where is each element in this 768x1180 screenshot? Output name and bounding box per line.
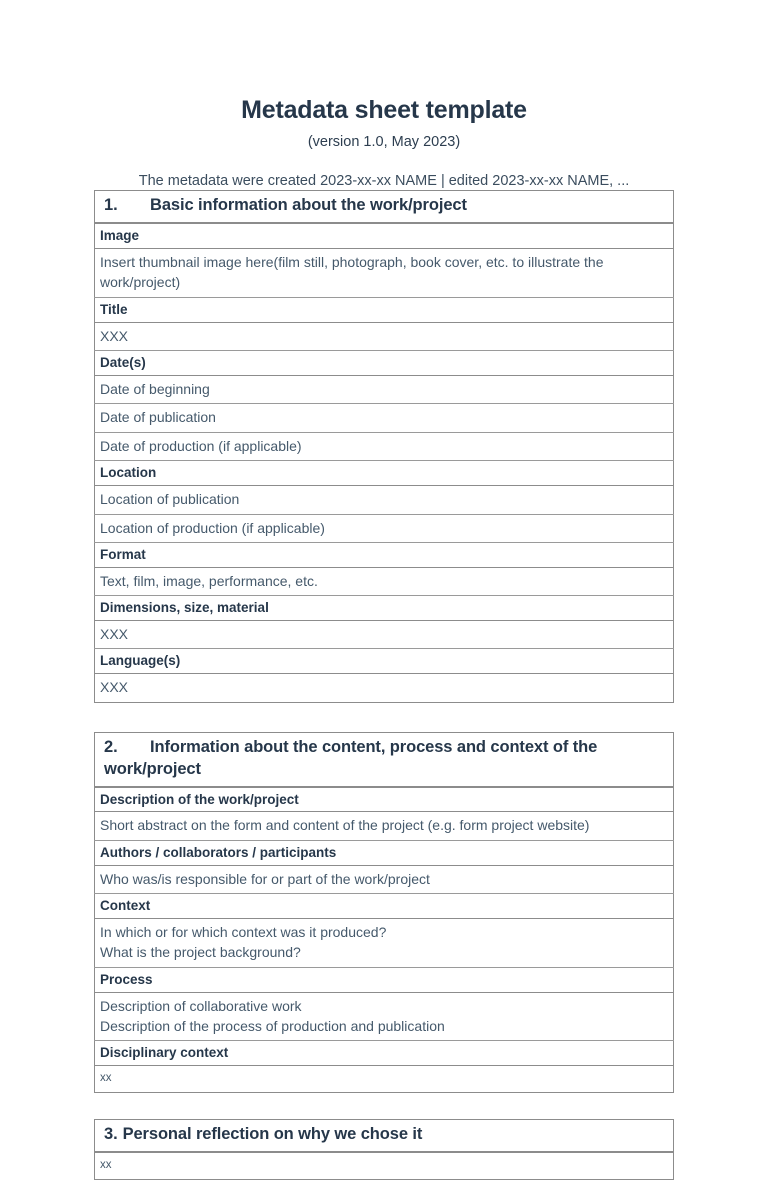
field-value-dimensions-cell[interactable]: XXX — [95, 621, 674, 649]
field-value-description[interactable] — [95, 812, 674, 840]
field-value-location-publication-cell[interactable]: Location of publication — [95, 486, 674, 514]
field-label-authors-cell: Authors / collaborators / participants — [95, 840, 674, 865]
field-label-description — [95, 787, 674, 812]
field-value-process-line-1: Description of collaborative work — [100, 997, 302, 1014]
field-label-disciplinary-context-cell: Disciplinary context — [95, 1041, 674, 1066]
field-value-context-cell[interactable] — [95, 918, 674, 967]
field-value-date-publication-cell[interactable]: Date of publication — [95, 404, 674, 432]
field-value-date-production[interactable] — [95, 432, 674, 460]
section-2-number: 2. — [104, 737, 118, 756]
field-label-dimensions — [95, 596, 674, 621]
field-label-disciplinary-context — [95, 1041, 674, 1066]
field-value-description-cell[interactable]: Short abstract on the form and content of the project (e.g. form project website) — [95, 812, 674, 840]
field-value-format[interactable] — [95, 567, 674, 595]
field-value-title[interactable] — [95, 322, 674, 350]
field-value-languages[interactable] — [95, 674, 674, 702]
section-1-number: 1. — [104, 196, 118, 215]
field-value-context-line-1: In which or for which context was it produced? — [100, 923, 387, 940]
field-value-date-beginning[interactable] — [95, 375, 674, 403]
section-3-number: 3. — [104, 1125, 118, 1144]
metadata-provenance-note: The metadata were created 2023-xx-xx NAME | edited 2023-xx-xx NAME, ... — [138, 172, 630, 189]
section-gap-1 — [0, 703, 768, 732]
field-label-dates-cell: Date(s) — [95, 351, 674, 376]
field-value-location-production-cell[interactable]: Location of production (if applicable) — [95, 514, 674, 542]
section-3-heading: Personal reflection on why we chose it — [122, 1125, 423, 1144]
section-gap-2 — [0, 1093, 768, 1119]
field-label-authors — [95, 840, 674, 865]
field-label-process-cell: Process — [95, 967, 674, 992]
section-2-header-row — [95, 732, 674, 786]
field-label-description-cell: Description of the work/project — [95, 787, 674, 812]
field-label-location-cell: Location — [95, 461, 674, 486]
section-3-header-cell — [95, 1120, 674, 1152]
section-1-header-cell — [95, 191, 674, 223]
field-value-authors-cell[interactable]: Who was/is responsible for or part of the work/project — [95, 865, 674, 893]
field-value-context[interactable] — [95, 918, 674, 967]
field-label-format-cell: Format — [95, 542, 674, 567]
field-value-title-cell[interactable]: XXX — [95, 322, 674, 350]
field-value-process-cell[interactable] — [95, 992, 674, 1041]
field-label-format — [95, 542, 674, 567]
field-value-format-cell[interactable]: Text, film, image, performance, etc. — [95, 567, 674, 595]
field-value-image-cell[interactable]: Insert thumbnail image here(film still, photograph, book cover, etc. to illustrate the work/project) — [95, 249, 674, 298]
field-value-location-production[interactable] — [95, 514, 674, 542]
field-value-disciplinary-context-cell[interactable]: xx — [100, 1072, 112, 1085]
field-value-disciplinary-context[interactable] — [95, 1066, 674, 1093]
field-value-date-publication[interactable] — [95, 404, 674, 432]
section-3-table — [94, 1119, 674, 1180]
section-1-header-row — [95, 191, 674, 223]
section-2-heading: Information about the content, process and context of the work/project — [104, 737, 598, 778]
field-label-title — [95, 297, 674, 322]
section-1-heading: Basic information about the work/project — [150, 196, 467, 215]
field-label-context — [95, 894, 674, 919]
field-value-image[interactable] — [95, 249, 674, 298]
field-label-dimensions-cell: Dimensions, size, material — [95, 596, 674, 621]
section-2-table — [94, 732, 674, 1093]
field-label-image — [95, 223, 674, 248]
section-2-header-cell — [95, 732, 674, 786]
field-value-dimensions[interactable] — [95, 621, 674, 649]
field-value-context-line-2: What is the project background? — [100, 944, 301, 961]
field-label-image-cell: Image — [95, 223, 674, 248]
page-title: Metadata sheet template — [241, 96, 527, 124]
field-label-location — [95, 461, 674, 486]
field-value-process[interactable] — [95, 992, 674, 1041]
field-label-languages — [95, 649, 674, 674]
field-label-dates — [95, 351, 674, 376]
section-3-header-row — [95, 1120, 674, 1152]
field-label-context-cell: Context — [95, 894, 674, 919]
field-value-process-line-2: Description of the process of production and publication — [100, 1018, 445, 1035]
field-value-authors[interactable] — [95, 865, 674, 893]
field-value-date-beginning-cell[interactable]: Date of beginning — [95, 375, 674, 403]
section-1-table — [94, 190, 674, 702]
field-value-languages-cell[interactable]: XXX — [100, 679, 129, 696]
page-subtitle: (version 1.0, May 2023) — [307, 133, 461, 150]
field-value-personal-reflection[interactable] — [95, 1152, 674, 1179]
field-value-personal-reflection-cell[interactable]: xx — [100, 1159, 112, 1171]
field-value-location-publication[interactable] — [95, 486, 674, 514]
field-label-process — [95, 967, 674, 992]
field-label-languages-cell: Language(s) — [95, 649, 674, 674]
field-label-title-cell: Title — [95, 297, 674, 322]
field-value-date-production-cell[interactable]: Date of production (if applicable) — [95, 432, 674, 460]
